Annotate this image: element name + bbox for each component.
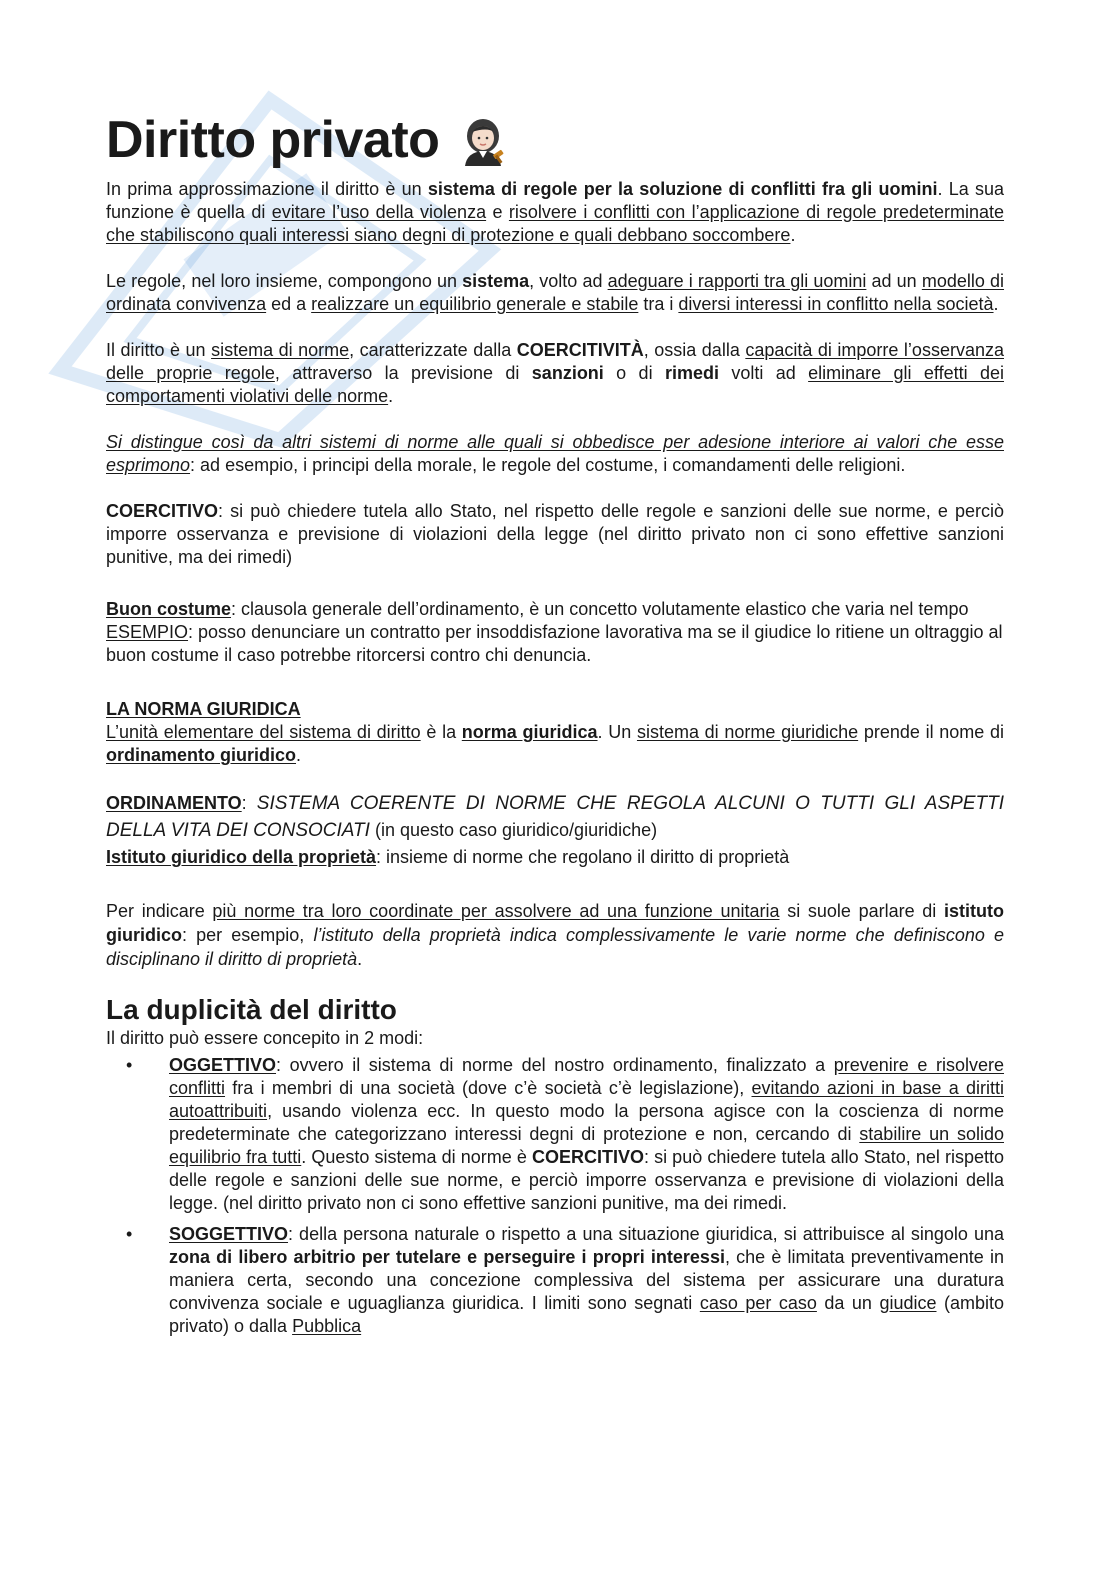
paragraph-buon-costume: Buon costume: clausola generale dell’ordinamento, è un concetto volutamente elastico che varia nel tempo ESEMPIO: posso denunciare un contratto per insoddisfazione lavorativa ma se il giudice lo ritiene un oltraggio al buon costume il caso potrebbe ritorcersi contro chi denuncia. bbox=[106, 599, 1003, 665]
paragraph-intro: In prima approssimazione il diritto è un sistema di regole per la soluzione di conflitti fra gli uomini. La sua funzione è quella di evitare l’uso della violenza e risolvere i conflitti con l’applicazione di regole predeterminate che stabiliscono quali interessi siano degni di protezione e quali debbano soccombere. bbox=[106, 179, 1005, 245]
section-norma-giuridica: LA NORMA GIURIDICA L’unità elementare del sistema di diritto è la norma giuridica. Un sistema di norme giuridiche prende il nome di ordinamento giuridico. bbox=[106, 699, 1005, 765]
paragraph-istituto: Per indicare più norme tra loro coordinate per assolvere ad una funzione unitaria si suole parlare di istituto giuridico: per esempio, l’istituto della proprietà indica complessivamente le varie norme che definiscono e disciplinano il diritto di proprietà. bbox=[106, 901, 1004, 969]
document-page bbox=[106, 108, 1004, 1346]
duplicita-list bbox=[106, 1054, 1004, 1338]
page-title bbox=[106, 108, 1004, 172]
paragraph-distingue: Si distingue così da altri sistemi di norme alle quali si obbedisce per adesione interiore ai valori che esse esprimono: ad esempio, i principi della morale, le regole del costume, i comandamenti delle religioni. bbox=[106, 432, 1004, 475]
title-text: Diritto privato bbox=[106, 111, 440, 169]
judge-woman-icon bbox=[457, 114, 509, 166]
duplicita-intro: Il diritto può essere concepito in 2 modi: bbox=[106, 1028, 424, 1048]
norma-heading: LA NORMA GIURIDICA bbox=[106, 699, 301, 719]
paragraph-ordinamento: ORDINAMENTO: SISTEMA COERENTE DI NORME CHE REGOLA ALCUNI O TUTTI GLI ASPETTI DELLA VITA DEI CONSOCIATI (in questo caso giuridico/giuridiche) Istituto giuridico della proprietà: insieme di norme che regolano il diritto di proprietà bbox=[106, 793, 1004, 867]
list-item-soggettivo: • SOGGETTIVO: della persona naturale o rispetto a una situazione giuridica, si attribuisce al singolo una zona di libero arbitrio per tutelare e perseguire i propri interessi, che è limitata preventivamente in maniera certa, secondo una concezione complessiva del sistema per assicurare una duratura convivenza sociale e uguaglianza giuridica. I limiti sono segnati caso per caso da un giudice (ambito privato) o dalla Pubblica bbox=[169, 1223, 1004, 1338]
paragraph-coercitivita: Il diritto è un sistema di norme, caratterizzate dalla COERCITIVITÀ, ossia dalla capacità di imporre l’osservanza delle proprie regole, attraverso la previsione di sanzioni o di rimedi volti ad eliminare gli effetti dei comportamenti violativi delle norme. bbox=[106, 340, 1004, 406]
paragraph-coercitivo: COERCITIVO: si può chiedere tutela allo Stato, nel rispetto delle regole e sanzioni delle sue norme, e perciò imporre osservanza e previsione di violazioni della legge (nel diritto privato non ci sono effettive sanzioni punitive, ma dei rimedi) bbox=[106, 501, 1004, 567]
section-heading-duplicita: La duplicità del diritto bbox=[106, 994, 397, 1025]
paragraph-sistema: Le regole, nel loro insieme, compongono un sistema, volto ad adeguare i rapporti tra gli uomini ad un modello di ordinata convivenza ed a realizzare un equilibrio generale e stabile tra i diversi interessi in conflitto nella società. bbox=[106, 271, 1005, 314]
list-item-oggettivo: • OGGETTIVO: ovvero il sistema di norme del nostro ordinamento, finalizzato a prevenire e risolvere conflitti fra i membri di una società (dove c’è società c’è legislazione), evitando azioni in base a diritti autoattribuiti, usando violenza ecc. In questo modo la persona agisce con la coscienza di norme predeterminate che categorizzano interessi degni di protezione e non, cercando di stabilire un solido equilibrio fra tutti. Questo sistema di norme è COERCITIVO: si può chiedere tutela allo Stato, nel rispetto delle regole e sanzioni delle sue norme, e perciò imporre osservanza e previsione di violazioni della legge. (nel diritto privato non ci sono effettive sanzioni punitive, ma dei rimedi. bbox=[169, 1054, 1004, 1215]
